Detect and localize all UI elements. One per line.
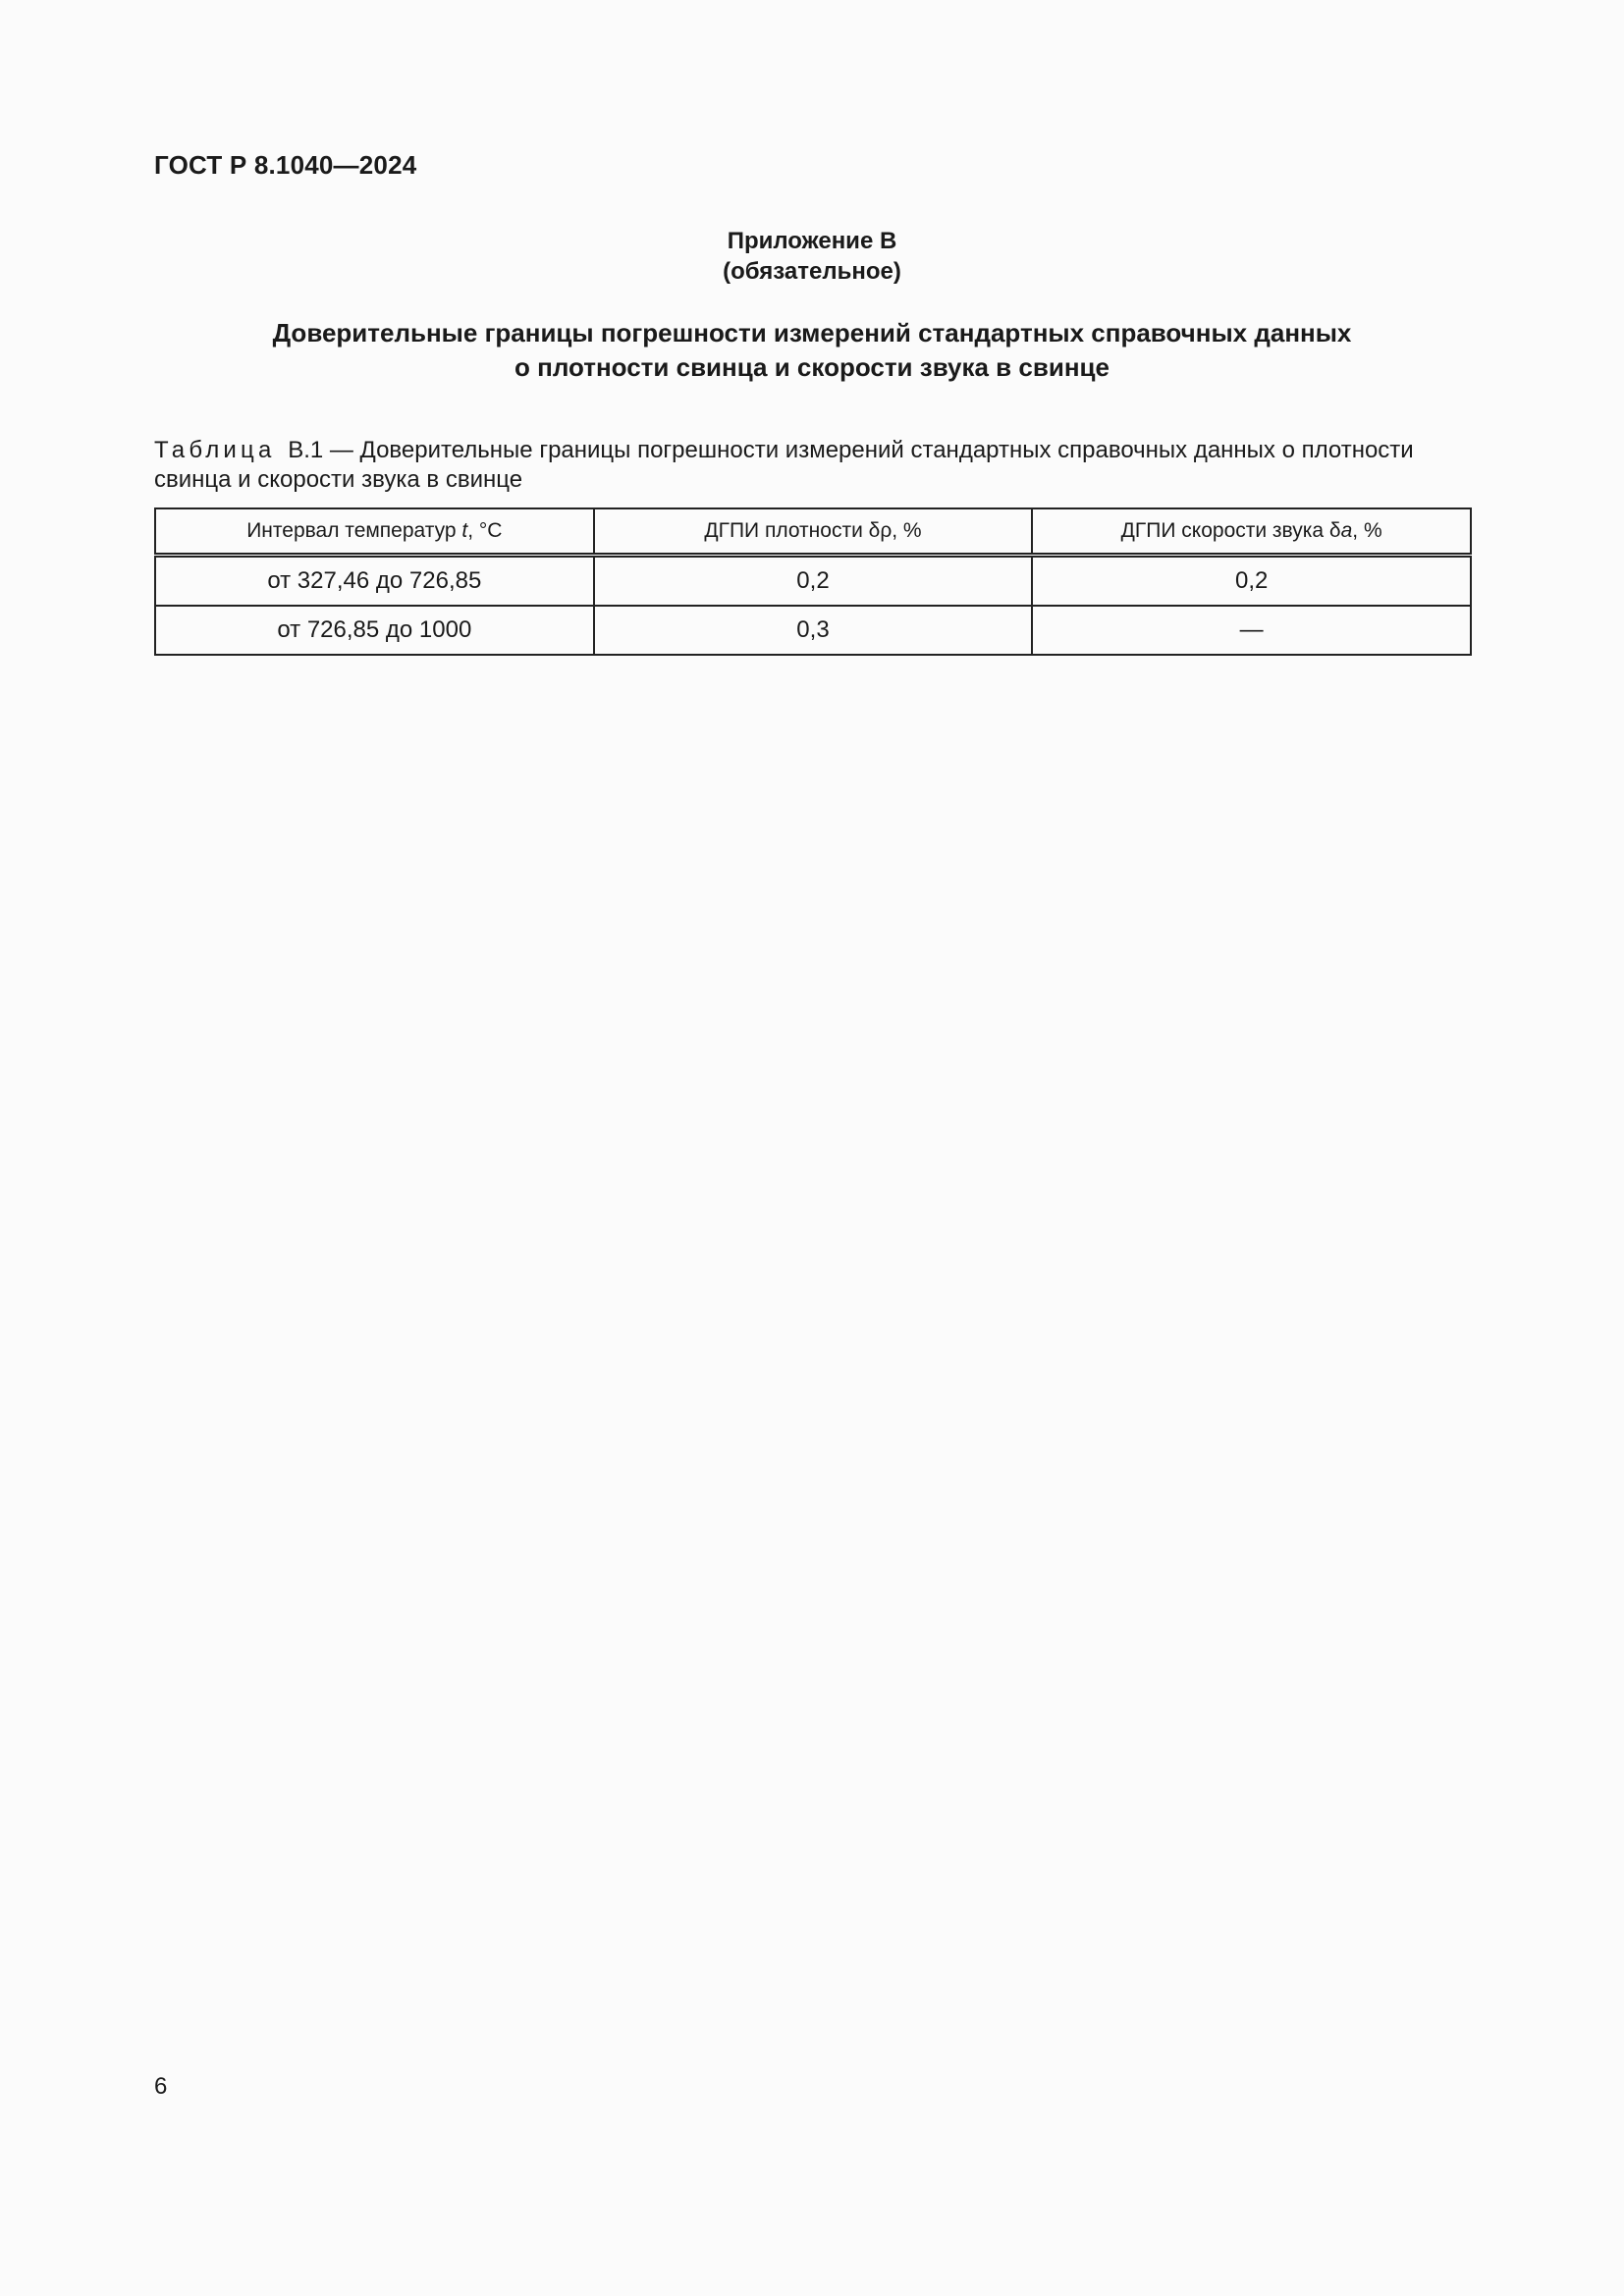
table-header-row [155,508,1471,556]
table-caption-word: Таблица [154,437,276,463]
data-table [154,507,1472,656]
table-caption [154,436,1475,495]
table-cell: 0,2 [594,556,1033,607]
document-code: ГОСТ Р 8.1040—2024 [154,150,417,180]
appendix-label: Приложение В [727,228,897,254]
table-caption-line-2: свинца и скорости звука в свинце [154,466,523,493]
page-number: 6 [154,2073,168,2100]
table-caption-line-1 [154,436,1475,465]
title-line-2: о плотности свинца и скорости звука в свинце [514,352,1110,382]
table-row [155,606,1471,655]
title-line-1: Доверительные границы погрешности измерений стандартных справочных данных [272,318,1352,347]
appendix-heading [154,226,1470,287]
table-header-cell: ДГПИ скорости звука δa, % [1032,508,1471,556]
appendix-status: (обязательное) [723,258,901,285]
table-cell: от 726,85 до 1000 [155,606,594,655]
table-caption-text: — Доверительные границы погрешности измерений стандартных справочных данных о плотности [329,437,1414,463]
table-row [155,556,1471,607]
table-header-cell: ДГПИ плотности δρ, % [594,508,1033,556]
table-cell: от 327,46 до 726,85 [155,556,594,607]
table-cell: — [1032,606,1471,655]
table-cell: 0,2 [1032,556,1471,607]
table-header-cell: Интервал температур t, °C [155,508,594,556]
table-cell: 0,3 [594,606,1033,655]
table-caption-number: В.1 [288,437,324,463]
document-title [154,316,1470,385]
